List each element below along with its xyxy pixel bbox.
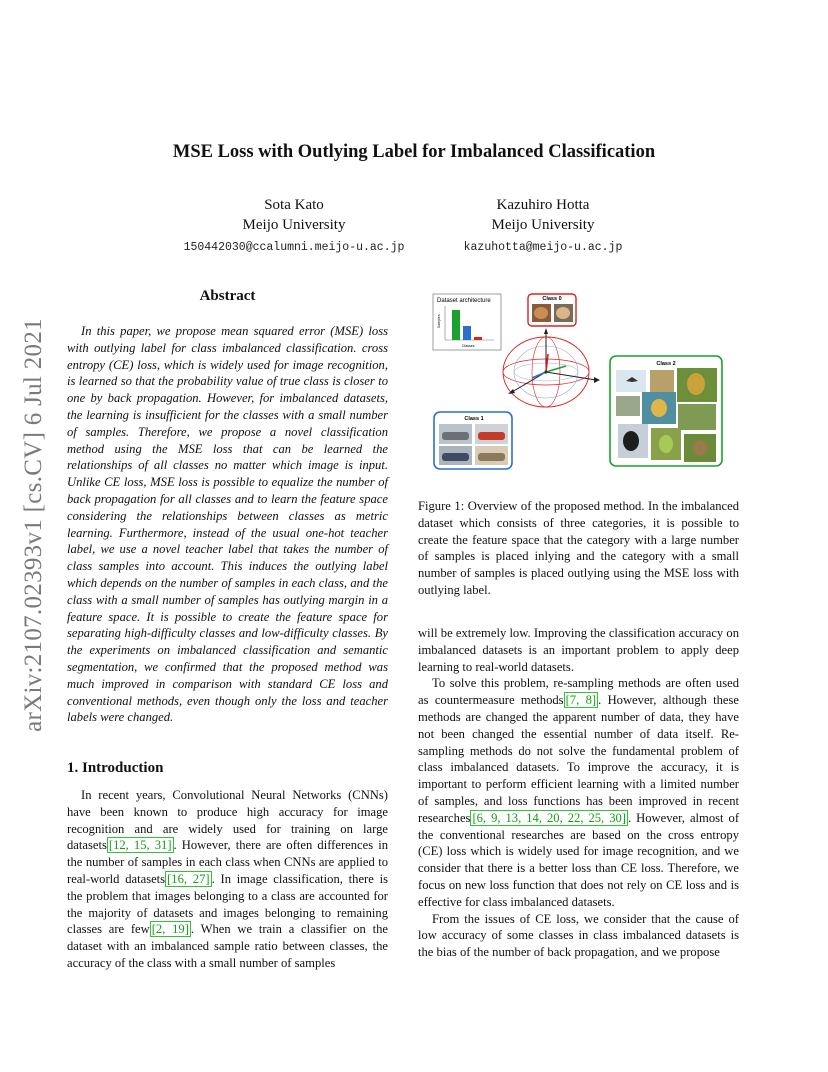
arxiv-stamp bbox=[14, 300, 54, 750]
text-run: To solve this problem, re-sampling methods are often used as countermeasure methods bbox=[418, 676, 739, 708]
paper-title: MSE Loss with Outlying Label for Imbalanced Classification bbox=[172, 142, 656, 162]
class-0-panel bbox=[528, 294, 576, 326]
section-heading-introduction: 1. Introduction bbox=[67, 760, 164, 776]
inset-bar-class2 bbox=[452, 310, 460, 340]
class-0-label: Class 0 bbox=[542, 296, 562, 302]
author-email[interactable]: 150442030@ccalumni.meijo-u.ac.jp bbox=[183, 241, 405, 254]
abstract-text: In this paper, we propose mean squared error (MSE) loss with outlying label for class imbalanced classification. cross entropy (CE) loss, which is widely used for image recognition, is learned so that the probability value of true class is closer to one by back propagation. However, for imbalanced datasets, the learning is insufficient for the classes with a small number of samples. Therefore, we propose a novel classification method using the MSE loss that can be learned the relationships of all classes no matter which image is input. Unlike CE loss, MSE loss is possible to equalize the number of back propagation for all classes and to learn the feature space considering the relationships between classes as metric learning. Furthermore, instead of the usual one-hot teacher label, we use a novel teacher label that takes the number of class samples into account. This induces the outlying label which depends on the number of samples in each class, and the class with a small number of samples has outlying margin in a feature space. It is possible to create the feature space for separating high-difficulty classes and low-difficulty classes. By the experiments on imbalanced classification and semantic segmentation, we confirmed that the proposed method was much improved in comparison with standard CE loss and conventional methods, even though only the loss and teacher labels were changed. bbox=[67, 324, 388, 725]
class-2-image-4 bbox=[616, 396, 640, 416]
text-run: . However, there are often differences in the number of samples in each class when CNNs are applied to real-world datasets bbox=[67, 838, 389, 886]
text-run: . In image classification, there is the problem that images belonging to a class are accounted for the majority of datasets and images belonging to remaining classes are few bbox=[67, 871, 388, 937]
right-paragraph-3: From the issues of CE loss, we consider that the cause of low accuracy of some classes in class imbalanced datasets is the bias of the number of back propagation, and we propose bbox=[418, 911, 739, 960]
feature-space-sphere bbox=[503, 328, 600, 407]
abstract-heading: Abstract bbox=[199, 288, 256, 304]
right-paragraph-2 bbox=[418, 675, 739, 910]
text-run: In recent years, Convolutional Neural Networks (CNNs) have been known to produce high accuracy for image recognition and are widely used for training on large datasets bbox=[67, 788, 388, 853]
author-email[interactable]: kazuhotta@meijo-u.ac.jp bbox=[463, 241, 623, 254]
citation-link[interactable]: [7, 8] bbox=[565, 693, 597, 708]
dataset-architecture-inset bbox=[433, 294, 501, 350]
arxiv-stamp-text: arXiv:2107.02393v1 [cs.CV] 6 Jul 2021 bbox=[20, 318, 47, 732]
figure-1-overview bbox=[428, 288, 732, 470]
inset-xlabel: Classes bbox=[462, 344, 475, 348]
citation-link[interactable]: [12, 15, 31] bbox=[108, 838, 172, 853]
right-column-body bbox=[418, 625, 739, 961]
abstract-body bbox=[67, 323, 388, 726]
inset-ylabel: Samples bbox=[437, 314, 441, 328]
class-2-image-6 bbox=[678, 404, 716, 430]
author-name: Sota Kato bbox=[264, 197, 324, 213]
author-2 bbox=[393, 195, 693, 254]
inset-bar-class1 bbox=[463, 326, 471, 340]
class-2-panel bbox=[610, 356, 722, 466]
intro-paragraph-1 bbox=[67, 787, 388, 972]
class-1-label: Class 1 bbox=[464, 416, 484, 422]
class-1-panel bbox=[434, 412, 512, 469]
text-run: . When we train a classifier on the dataset with an imbalanced sample ratio between classes, the accuracy of the class with a small number of samples bbox=[67, 922, 388, 970]
figure-1-caption bbox=[418, 498, 739, 599]
caption-text: Figure 1: Overview of the proposed method. In the imbalanced dataset which consists of three categories, it is possible to create the feature space that the category with a large number of samples is placed inlying and the category with a small number of samples is placed outlying using the MSE loss with outlying label. bbox=[418, 499, 739, 597]
introduction-body bbox=[67, 787, 388, 972]
author-name: Kazuhiro Hotta bbox=[496, 197, 590, 213]
citation-link[interactable]: [6, 9, 13, 14, 20, 22, 25, 30] bbox=[472, 810, 626, 825]
right-paragraph-1: will be extremely low. Improving the classification accuracy on imbalanced datasets is an important problem to apply deep learning to real-world datasets. bbox=[418, 626, 739, 674]
text-run: . However, almost of the conventional researches are based on the cross entropy (CE) loss which is widely used for image recognition, and we consider that there is a better loss than CE loss. Therefore, we focus on new loss function that does not rely on CE loss and is effective for class imbalanced datasets. bbox=[418, 810, 740, 909]
citation-link[interactable]: [2, 19] bbox=[151, 922, 189, 937]
author-affiliation: Meijo University bbox=[242, 217, 346, 233]
class-2-label: Class 2 bbox=[656, 361, 676, 367]
citation-link[interactable]: [16, 27] bbox=[167, 871, 210, 886]
text-run: . However, although these methods are changed the apparent number of data, they have not been changed the essential number of data itself. Re-sampling methods do not solve the fundamental problem of class imbalanced datasets. To improve the accuracy, it is important to perform efficient learning with a limited number of samples, and loss functions has been improved in recent researches bbox=[418, 693, 740, 825]
inset-title: Dataset architecture bbox=[437, 298, 491, 304]
author-affiliation: Meijo University bbox=[491, 217, 595, 233]
inset-bar-class0 bbox=[474, 337, 482, 340]
